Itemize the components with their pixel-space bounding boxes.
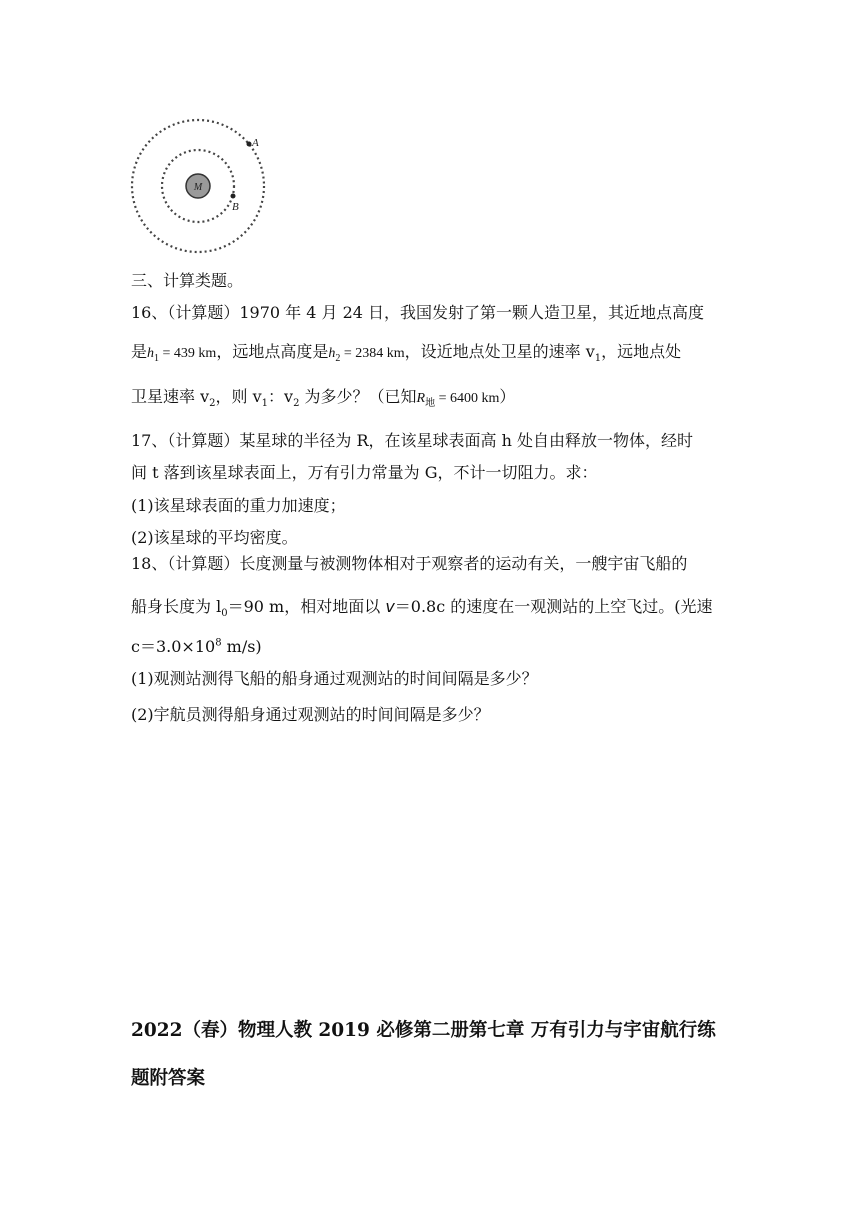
q16-line1: 16、（计算题）1970 年 4 月 24 日，我国发射了第一颗人造卫星，其近地点高度 bbox=[131, 303, 705, 322]
q17-part2: (2)该星球的平均密度。 bbox=[131, 528, 298, 547]
section-heading: 三、计算类题。 bbox=[131, 271, 244, 290]
q17-part1: (1)该星球表面的重力加速度； bbox=[131, 496, 346, 515]
q17-line1: 17、（计算题）某星球的半径为 R，在该星球表面高 h 处自由释放一物体，经时 bbox=[131, 431, 693, 450]
r-earth-formula: $R_地 = 6400$ km bbox=[416, 391, 500, 409]
q18-line1: 18、（计算题）长度测量与被测物体相对于观察者的运动有关，一艘宇宙飞船的 bbox=[131, 554, 688, 573]
h1-formula: $h_1 = 439$ km bbox=[147, 346, 217, 364]
orbit-diagram bbox=[128, 114, 273, 254]
q16-line2: 是$h_1 = 439$ km，远地点高度是$h_2 = 2384$ km，设近地点处卫星的速率 $v_1$，远地点处 bbox=[131, 342, 682, 365]
q18-line2: 船身长度为 $l_0=90$ m，相对地面以 v＝0.8c 的速度在一观测站的上空飞过。(光速 bbox=[131, 597, 713, 620]
q18-part1: (1)观测站测得飞船的船身通过观测站的时间间隔是多少？ bbox=[131, 669, 538, 688]
q18-part2: (2)宇航员测得船身通过观测站的时间间隔是多少？ bbox=[131, 705, 490, 724]
point-b-label: B bbox=[232, 201, 239, 213]
q18-line3: $c=3.0\times 10^8$ m/s) bbox=[131, 637, 262, 656]
q16-line3: 卫星速率 $v_2$，则 $v_1$：$v_2$ 为多少？（已知$R_地 = 6400$ km） bbox=[131, 387, 516, 410]
section-title-line1: 2022（春）物理人教 2019 必修第二册第七章 万有引力与宇宙航行练 bbox=[131, 1020, 716, 1041]
h2-formula: $h_2 = 2384$ km bbox=[328, 346, 405, 364]
point-a-dot bbox=[247, 142, 252, 147]
point-a-label: A bbox=[252, 137, 259, 149]
section-title-line2: 题附答案 bbox=[131, 1068, 206, 1089]
q17-line2: 间 t 落到该星球表面上，万有引力常量为 G，不计一切阻力。求： bbox=[131, 463, 598, 482]
central-body-label: M bbox=[193, 182, 203, 193]
point-b-dot bbox=[231, 194, 236, 199]
